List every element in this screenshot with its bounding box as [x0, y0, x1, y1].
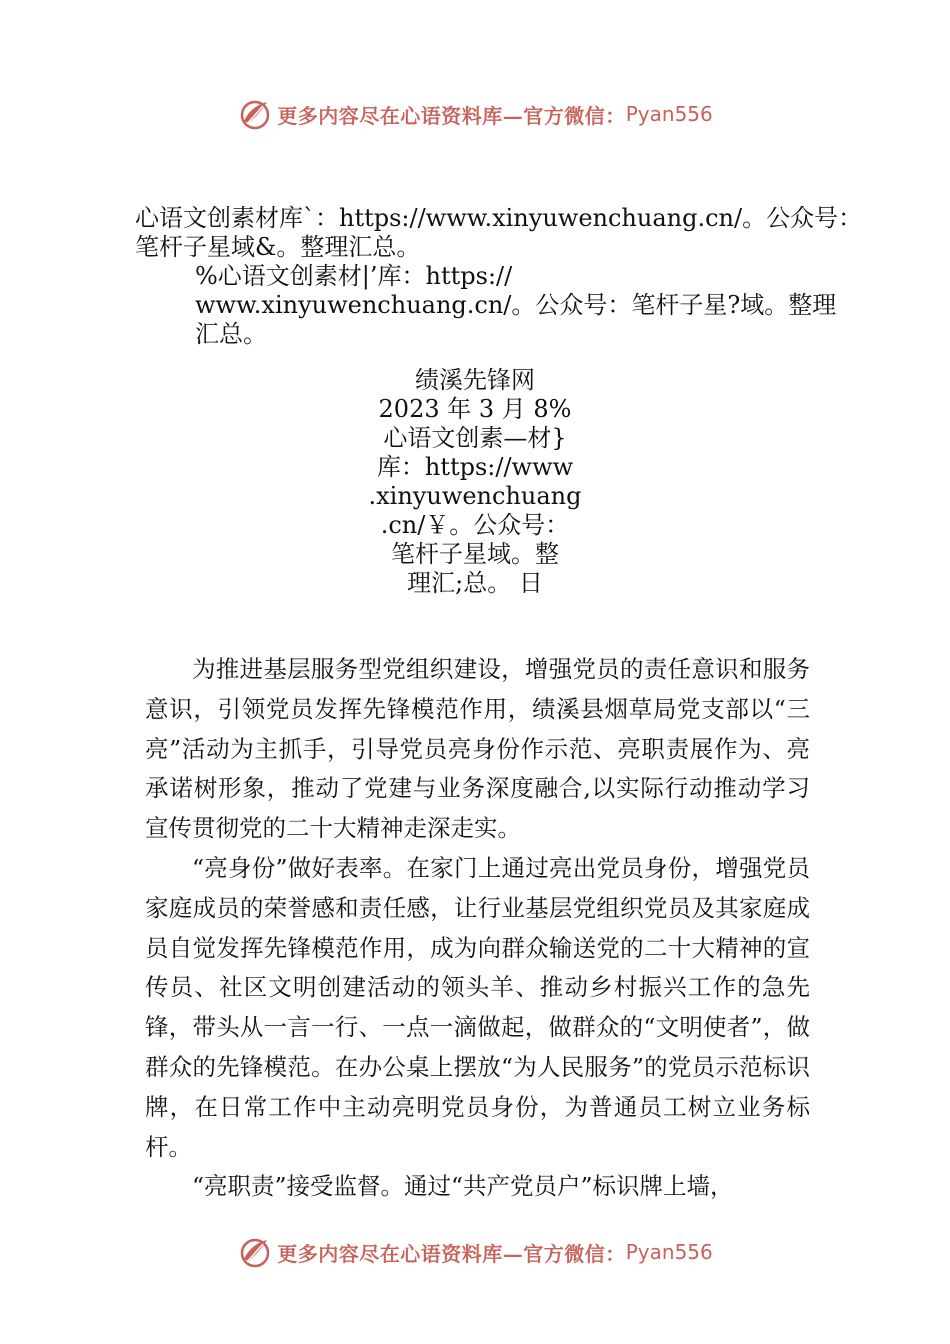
body-paragraph: 为推进基层服务型党组织建设，增强党员的责任意识和服务意识，引领党员发挥先锋模范作用，绩溪县烟草局党支部以“三亮”活动为主抓手，引导党员亮身份作示范、亮职责展作为、亮承诺树形象，推动了党建与业务深度融合,以实际行动推动学习宣传贯彻党的二十大精神走深走实。 [145, 655, 810, 843]
header-line: .xinyuwenchuang [368, 482, 582, 510]
banner-wechat-id: Pyan556 [625, 1240, 713, 1264]
footer-banner [0, 1232, 950, 1272]
header-line: 库：https://www [376, 453, 574, 481]
article-header [300, 366, 650, 598]
source-note-line: www.xinyuwenchuang.cn/。公众号：笔杆子星?域。整理 [195, 291, 837, 319]
source-note-line: 汇总。 [195, 320, 267, 348]
banner-text: 更多内容尽在心语资料库—官方微信： [277, 103, 626, 128]
banner-wechat-id: Pyan556 [625, 102, 713, 126]
header-line: 笔杆子星域。整 [391, 540, 559, 568]
header-line: 心语文创素—材} [383, 424, 567, 452]
body-paragraph: “亮身份”做好表率。在家门上通过亮出党员身份，增强党员家庭成员的荣誉感和责任感，让行业基层党组织党员及其家庭成员自觉发挥先锋模范作用，成为向群众输送党的二十大精神的宣传员、社区文明创建活动的领头羊、推动乡村振兴工作的急先锋，带头从一言一行、一点一滴做起，做群众的“文明使者”，做群众的先锋模范。在办公桌上摆放“为人民服务”的党员示范标识牌，在日常工作中主动亮明党员身份，为普通员工树立业务标杆。 [145, 853, 810, 1161]
source-note-2 [195, 262, 836, 349]
header-line: .cn/￥。公众号： [380, 511, 570, 539]
article-body [145, 650, 810, 1207]
source-note-1 [135, 204, 862, 262]
pen-leaf-logo-icon [237, 96, 273, 132]
header-banner [0, 94, 950, 134]
pen-leaf-logo-icon [237, 1234, 273, 1270]
header-line: 理汇;总。 日 [407, 569, 543, 597]
banner-text: 更多内容尽在心语资料库—官方微信： [277, 1241, 626, 1266]
body-paragraph: “亮职责”接受监督。通过“共产党员户”标识牌上墙， [192, 1172, 734, 1201]
publisher-name: 绩溪先锋网 [415, 366, 535, 394]
source-note-line: 笔杆子星域&。整理汇总。 [135, 233, 421, 261]
header-line: 2023 年 3 月 8% [378, 395, 572, 423]
source-note-line: 心语文创素材库`：https://www.xinyuwenchuang.cn/。公众号： [135, 204, 863, 232]
source-note-line: %心语文创素材|’库：https:// [195, 262, 513, 290]
